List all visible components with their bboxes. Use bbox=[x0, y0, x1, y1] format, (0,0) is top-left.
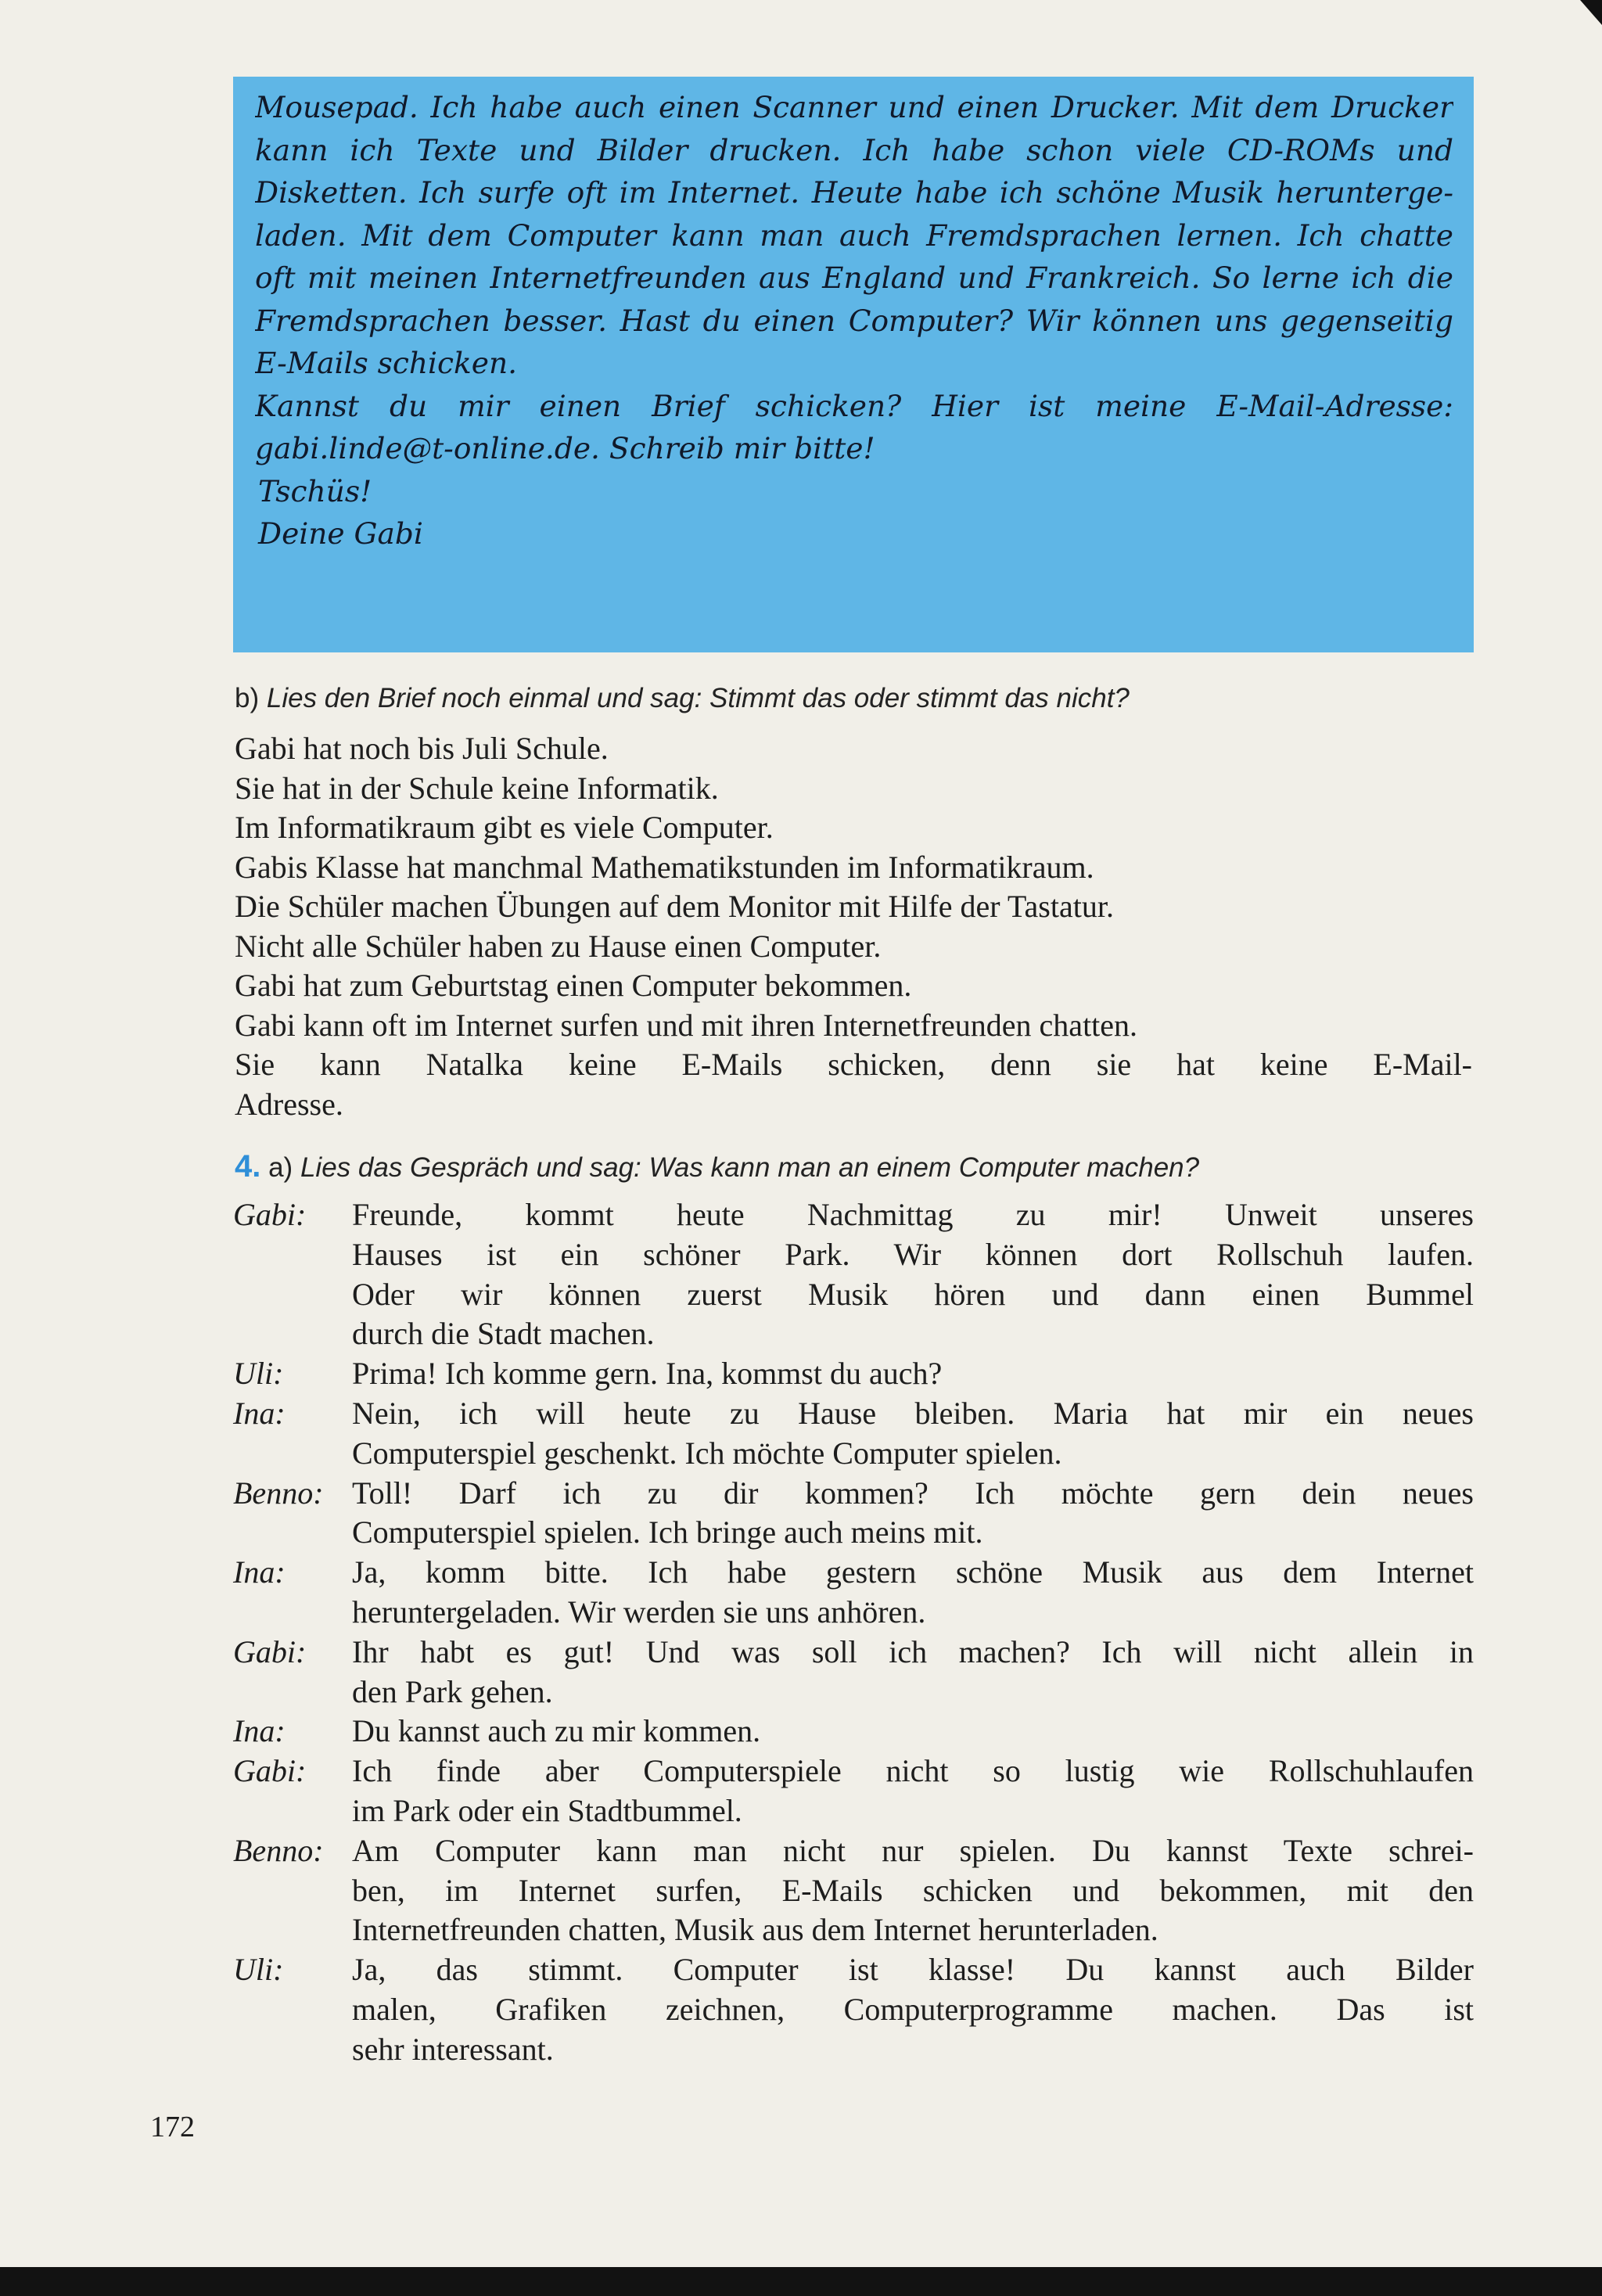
letter-line: oft mit meinen Internetfreunden aus England und Frankreich. So lerne ich die bbox=[255, 261, 1453, 295]
speech-line: den Park gehen. bbox=[352, 1673, 553, 1709]
speech-line: Toll! Darf ich zu dir kommen? Ich möchte gern dein neues bbox=[352, 1475, 1474, 1511]
dialogue bbox=[233, 1195, 1474, 2070]
statement-item: Im Informatikraum gibt es viele Computer. bbox=[235, 810, 774, 845]
speaker-name: Uli: bbox=[233, 1356, 284, 1392]
dialogue-turn bbox=[233, 1633, 1474, 1712]
speech-text bbox=[352, 1394, 1474, 1474]
dialogue-turn bbox=[233, 1474, 1474, 1554]
letter-line: Mousepad. Ich habe auch einen Scanner und einen Drucker. Mit dem Drucker bbox=[255, 90, 1453, 124]
exercise-b-label: b) bbox=[235, 683, 260, 713]
speech-line: Freunde, kommt heute Nachmittag zu mir! Unweit unseres bbox=[352, 1197, 1474, 1232]
statement-item: Adresse. bbox=[235, 1086, 343, 1122]
statement-item: Sie hat in der Schule keine Informatik. bbox=[235, 770, 719, 806]
speech-line: Computerspiel geschenkt. Ich möchte Computer spielen. bbox=[352, 1435, 1062, 1471]
speech-line: Internetfreunden chatten, Musik aus dem Internet herunterladen. bbox=[352, 1912, 1158, 1948]
page-number: 172 bbox=[150, 2111, 195, 2143]
dialogue-turn bbox=[233, 1553, 1474, 1633]
letter-signature: Deine Gabi bbox=[258, 516, 423, 551]
speaker-name: Gabi: bbox=[233, 1753, 307, 1789]
speaker-name: Benno: bbox=[233, 1832, 324, 1868]
statement-item: Gabis Klasse hat manchmal Mathematikstunden im Informatikraum. bbox=[235, 849, 1094, 885]
speech-line: Oder wir können zuerst Musik hören und dann einen Bummel bbox=[352, 1276, 1474, 1312]
speaker-name: Gabi: bbox=[233, 1633, 307, 1669]
speech-line: Hauses ist ein schöner Park. Wir können dort Rollschuh laufen. bbox=[352, 1236, 1474, 1272]
exercise-4-instruction bbox=[235, 1147, 1486, 1188]
speech-line: Ja, das stimmt. Computer ist klasse! Du kannst auch Bilder bbox=[352, 1952, 1474, 1988]
speech-text bbox=[352, 1752, 1474, 1831]
speech-line: Computerspiel spielen. Ich bringe auch meins mit. bbox=[352, 1514, 983, 1550]
scan-bottom-band bbox=[0, 2267, 1602, 2296]
speech-text bbox=[352, 1712, 1474, 1752]
speech-line: Ich finde aber Computerspiele nicht so lustig wie Rollschuhlaufen bbox=[352, 1753, 1474, 1789]
letter-line: laden. Mit dem Computer kann man auch Fremdsprachen lernen. Ich chatte bbox=[255, 217, 1453, 253]
statement-item: Gabi hat zum Geburtstag einen Computer bekommen. bbox=[235, 968, 912, 1003]
statement-item: Sie kann Natalka keine E-Mails schicken, denn sie hat keine E-Mail- bbox=[235, 1047, 1472, 1082]
statement-item: Die Schüler machen Übungen auf dem Monitor mit Hilfe der Tastatur. bbox=[235, 889, 1114, 924]
speaker-name: Gabi: bbox=[233, 1197, 307, 1232]
statement-item: Gabi kann oft im Internet surfen und mit ihren Internetfreunden chatten. bbox=[235, 1007, 1138, 1043]
letter-line: Kannst du mir einen Brief schicken? Hier ist meine E-Mail-Adresse: bbox=[255, 388, 1453, 423]
speaker-name: Uli: bbox=[233, 1952, 284, 1988]
dialogue-turn bbox=[233, 1354, 1474, 1394]
dialogue-turn bbox=[233, 1394, 1474, 1474]
letter-box bbox=[233, 77, 1474, 652]
speech-text bbox=[352, 1553, 1474, 1633]
dialogue-turn bbox=[233, 1831, 1474, 1950]
statement-list bbox=[235, 729, 1472, 1124]
letter-line: Disketten. Ich surfe oft im Internet. Heute habe ich schöne Musik herunterge- bbox=[255, 175, 1453, 210]
exercise-4-label: a) bbox=[268, 1152, 293, 1183]
speech-line: im Park oder ein Stadtbummel. bbox=[352, 1792, 742, 1828]
speech-text bbox=[352, 1633, 1474, 1712]
exercise-b-text: Lies den Brief noch einmal und sag: Stimmt das oder stimmt das nicht? bbox=[266, 683, 1130, 713]
speaker-name: Ina: bbox=[233, 1395, 286, 1431]
speech-line: Ja, komm bitte. Ich habe gestern schöne Musik aus dem Internet bbox=[352, 1554, 1474, 1590]
statement-item: Gabi hat noch bis Juli Schule. bbox=[235, 731, 609, 766]
statement-item: Nicht alle Schüler haben zu Hause einen Computer. bbox=[235, 928, 882, 964]
speech-line: Nein, ich will heute zu Hause bleiben. Maria hat mir ein neues bbox=[352, 1395, 1474, 1431]
speech-line: Du kannst auch zu mir kommen. bbox=[352, 1713, 761, 1749]
speech-line: malen, Grafiken zeichnen, Computerprogramme machen. Das ist bbox=[352, 1991, 1474, 2027]
exercise-b-instruction bbox=[235, 679, 1486, 718]
speaker-name: Ina: bbox=[233, 1554, 286, 1590]
speech-text bbox=[352, 1195, 1474, 1354]
letter-line: kann ich Texte und Bilder drucken. Ich habe schon viele CD-ROMs und bbox=[255, 132, 1453, 167]
speech-line: durch die Stadt machen. bbox=[352, 1316, 655, 1352]
speech-line: Am Computer kann man nicht nur spielen. Du kannst Texte schrei- bbox=[352, 1832, 1474, 1868]
letter-line: gabi.linde@t-online.de. Schreib mir bitte! bbox=[255, 431, 875, 465]
speech-line: sehr interessant. bbox=[352, 2031, 554, 2067]
letter-closing: Tschüs! bbox=[258, 473, 372, 508]
scan-corner-mark bbox=[1571, 0, 1602, 25]
letter-line: E-Mails schicken. bbox=[255, 346, 518, 380]
speech-text bbox=[352, 1354, 1474, 1394]
speaker-name: Ina: bbox=[233, 1713, 286, 1749]
dialogue-turn bbox=[233, 1950, 1474, 2069]
speech-text bbox=[352, 1831, 1474, 1950]
dialogue-turn bbox=[233, 1195, 1474, 1354]
exercise-4-text: Lies das Gespräch und sag: Was kann man an einem Computer machen? bbox=[300, 1152, 1200, 1183]
speech-line: Ihr habt es gut! Und was soll ich machen? Ich will nicht allein in bbox=[352, 1633, 1474, 1669]
speech-line: heruntergeladen. Wir werden sie uns anhören. bbox=[352, 1594, 926, 1629]
letter-line: Fremdsprachen besser. Hast du einen Computer? Wir können uns gegenseitig bbox=[255, 303, 1453, 338]
speech-text bbox=[352, 1950, 1474, 2069]
speech-text bbox=[352, 1474, 1474, 1554]
speech-line: Prima! Ich komme gern. Ina, kommst du auch? bbox=[352, 1356, 943, 1392]
speech-line: ben, im Internet surfen, E-Mails schicken und bekommen, mit den bbox=[352, 1872, 1474, 1908]
dialogue-turn bbox=[233, 1752, 1474, 1831]
speaker-name: Benno: bbox=[233, 1475, 324, 1511]
dialogue-turn bbox=[233, 1712, 1474, 1752]
exercise-number: 4. bbox=[235, 1149, 261, 1184]
